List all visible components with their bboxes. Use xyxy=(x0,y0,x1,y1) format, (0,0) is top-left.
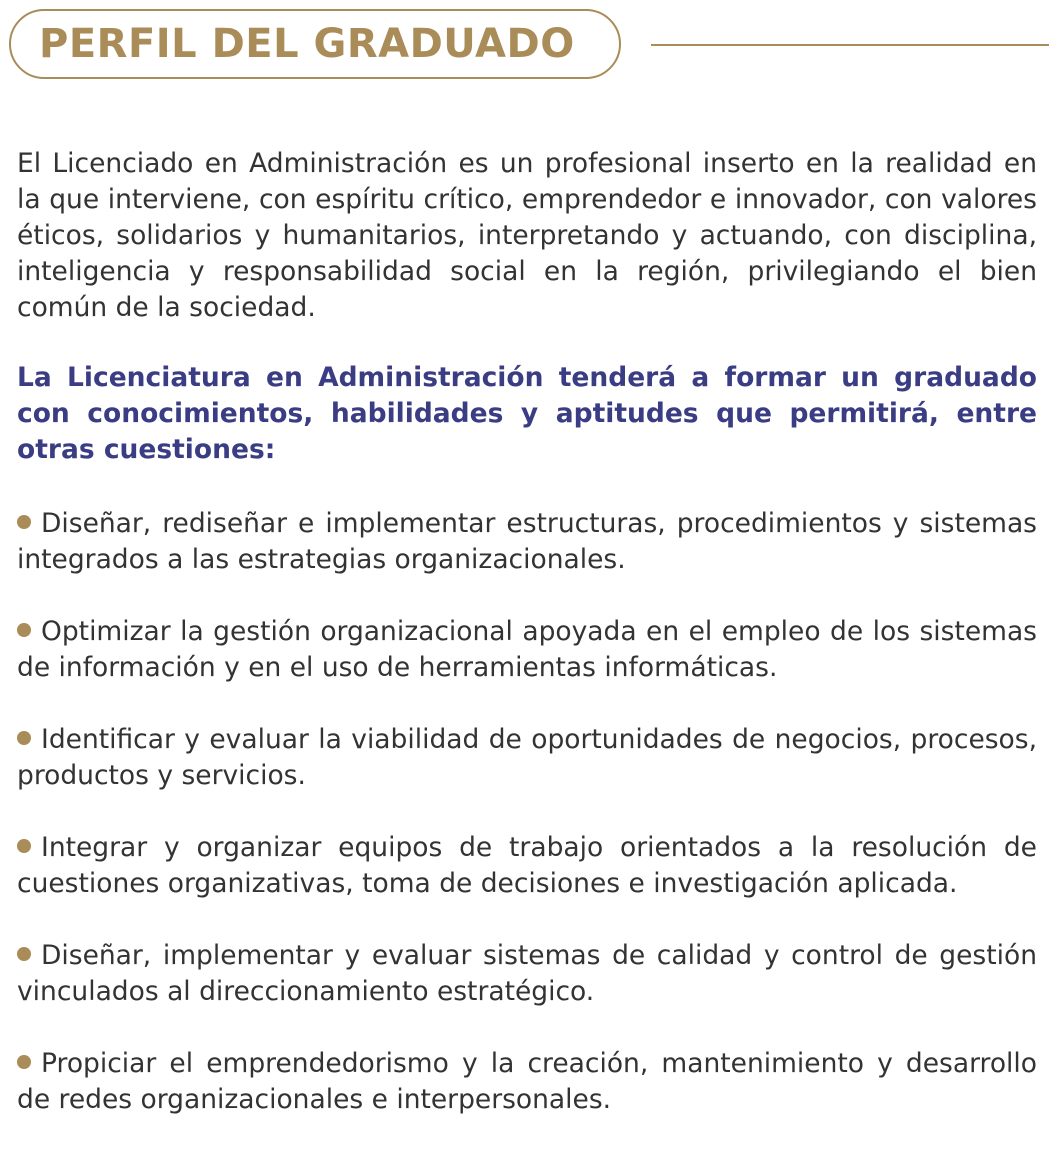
list-item-text: Identificar y evaluar la viabilidad de oportunidades de negocios, procesos, productos y servicios. xyxy=(17,724,1037,791)
list-item-text: Diseñar, rediseñar e implementar estructuras, procedimientos y sistemas integrados a las estrategias organizacionales. xyxy=(17,508,1037,575)
list-item xyxy=(17,614,1037,686)
section-header xyxy=(9,9,1049,81)
main-content xyxy=(17,146,1037,1118)
list-item xyxy=(17,506,1037,578)
page-title: PERFIL DEL GRADUADO xyxy=(39,21,575,67)
list-item-text: Propiciar el emprendedorismo y la creación, mantenimiento y desarrollo de redes organizacionales e interpersonales. xyxy=(17,1048,1037,1115)
header-divider-line xyxy=(651,44,1049,46)
list-item xyxy=(17,938,1037,1010)
bullet-dot-icon xyxy=(17,731,31,745)
title-badge xyxy=(9,9,621,79)
bullet-dot-icon xyxy=(17,839,31,853)
bullet-dot-icon xyxy=(17,947,31,961)
bullet-dot-icon xyxy=(17,623,31,637)
list-item xyxy=(17,722,1037,794)
list-item xyxy=(17,1046,1037,1118)
list-item-text: Optimizar la gestión organizacional apoyada en el empleo de los sistemas de información y en el uso de herramientas informáticas. xyxy=(17,616,1037,683)
competencies-list xyxy=(17,506,1037,1118)
list-item-text: Diseñar, implementar y evaluar sistemas de calidad y control de gestión vinculados al direccionamiento estratégico. xyxy=(17,940,1037,1007)
list-item xyxy=(17,830,1037,902)
lead-paragraph: La Licenciatura en Administración tenderá a formar un graduado con conocimientos, habilidades y aptitudes que permitirá, entre otras cuestiones: xyxy=(17,362,1037,465)
intro-paragraph: El Licenciado en Administración es un profesional inserto en la realidad en la que interviene, con espíritu crítico, emprendedor e innovador, con valores éticos, solidarios y humanitarios, interpretando y actuando, con disciplina, inteligencia y responsabilidad social en la región, privilegiando el bien común de la sociedad. xyxy=(17,148,1037,323)
bullet-dot-icon xyxy=(17,1055,31,1069)
list-item-text: Integrar y organizar equipos de trabajo orientados a la resolución de cuestiones organizativas, toma de decisiones e investigación aplicada. xyxy=(17,832,1037,899)
bullet-dot-icon xyxy=(17,515,31,529)
